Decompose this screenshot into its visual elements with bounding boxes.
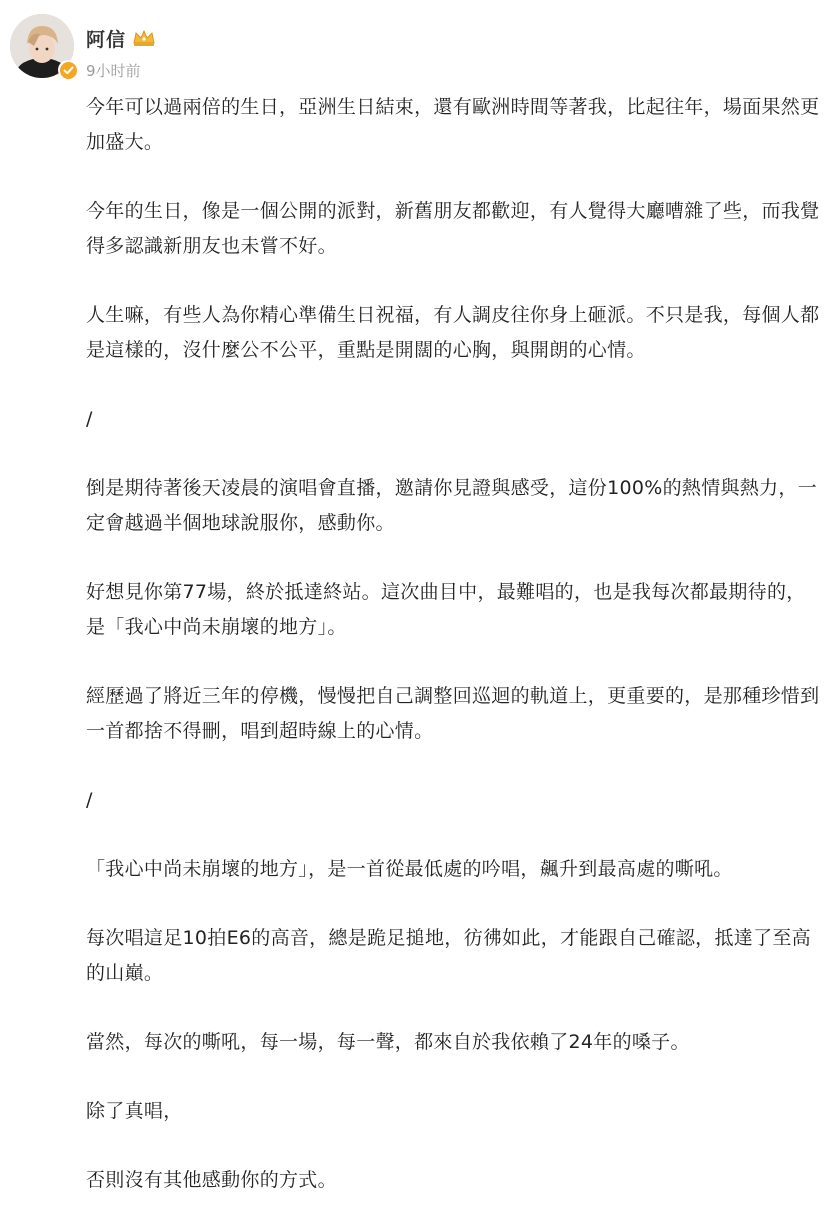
section-divider: / [86,789,93,811]
post-paragraph: 今年可以過兩倍的生日，亞洲生日結束，還有歐洲時間等著我，比起往年，場面果然更加盛大。 [86,96,820,153]
post-content [86,90,824,1232]
section-divider: / [86,408,93,430]
author-name[interactable]: 阿信 [86,28,127,51]
verified-badge [58,60,78,80]
post-paragraph: 今年的生日，像是一個公開的派對，新舊朋友都歡迎，有人覺得大廳嘈雜了些，而我覺得多認識新朋友也未嘗不好。 [86,200,820,257]
post-header [10,14,610,94]
user-meta [86,24,156,81]
post-paragraph: 否則沒有其他感動你的方式。 [86,1169,337,1191]
post-paragraph: 「我心中尚未崩壞的地方」，是一首從最低處的吟唱，飆升到最高處的嘶吼。 [86,858,733,880]
post-time[interactable]: 9小时前 [86,62,141,80]
post-paragraph: 除了真唱， [86,1100,183,1122]
post-paragraph: 好想見你第77場，終於抵達終站。這次曲目中，最難唱的，也是我每次都最期待的，是「我心中尚未崩壞的地方」。 [86,581,806,638]
post-paragraph: 經歷過了將近三年的停機，慢慢把自己調整回巡迴的軌道上，更重要的，是那種珍惜到一首都捨不得刪，唱到超時線上的心情。 [86,685,820,742]
post-paragraph: 每次唱這足10拍E6的高音，總是跪足搥地，彷彿如此，才能跟自己確認，抵達了至高的山巔。 [86,927,811,984]
post-paragraph: 當然，每次的嘶吼，每一場，每一聲，都來自於我依賴了24年的嗓子。 [86,1031,690,1053]
verified-badge-icon [60,62,77,79]
avatar-container[interactable] [10,14,74,78]
post-paragraph: 倒是期待著後天凌晨的演唱會直播，邀請你見證與感受，這份100%的熱情與熱力，一定會越過半個地球說服你，感動你。 [86,477,818,534]
crown-icon[interactable] [132,28,156,48]
name-row [86,24,156,52]
post-paragraph: 人生嘛，有些人為你精心準備生日祝福，有人調皮往你身上砸派。不只是我，每個人都是這樣的，沒什麼公不公平，重點是開闊的心胸，與開朗的心情。 [86,304,820,361]
